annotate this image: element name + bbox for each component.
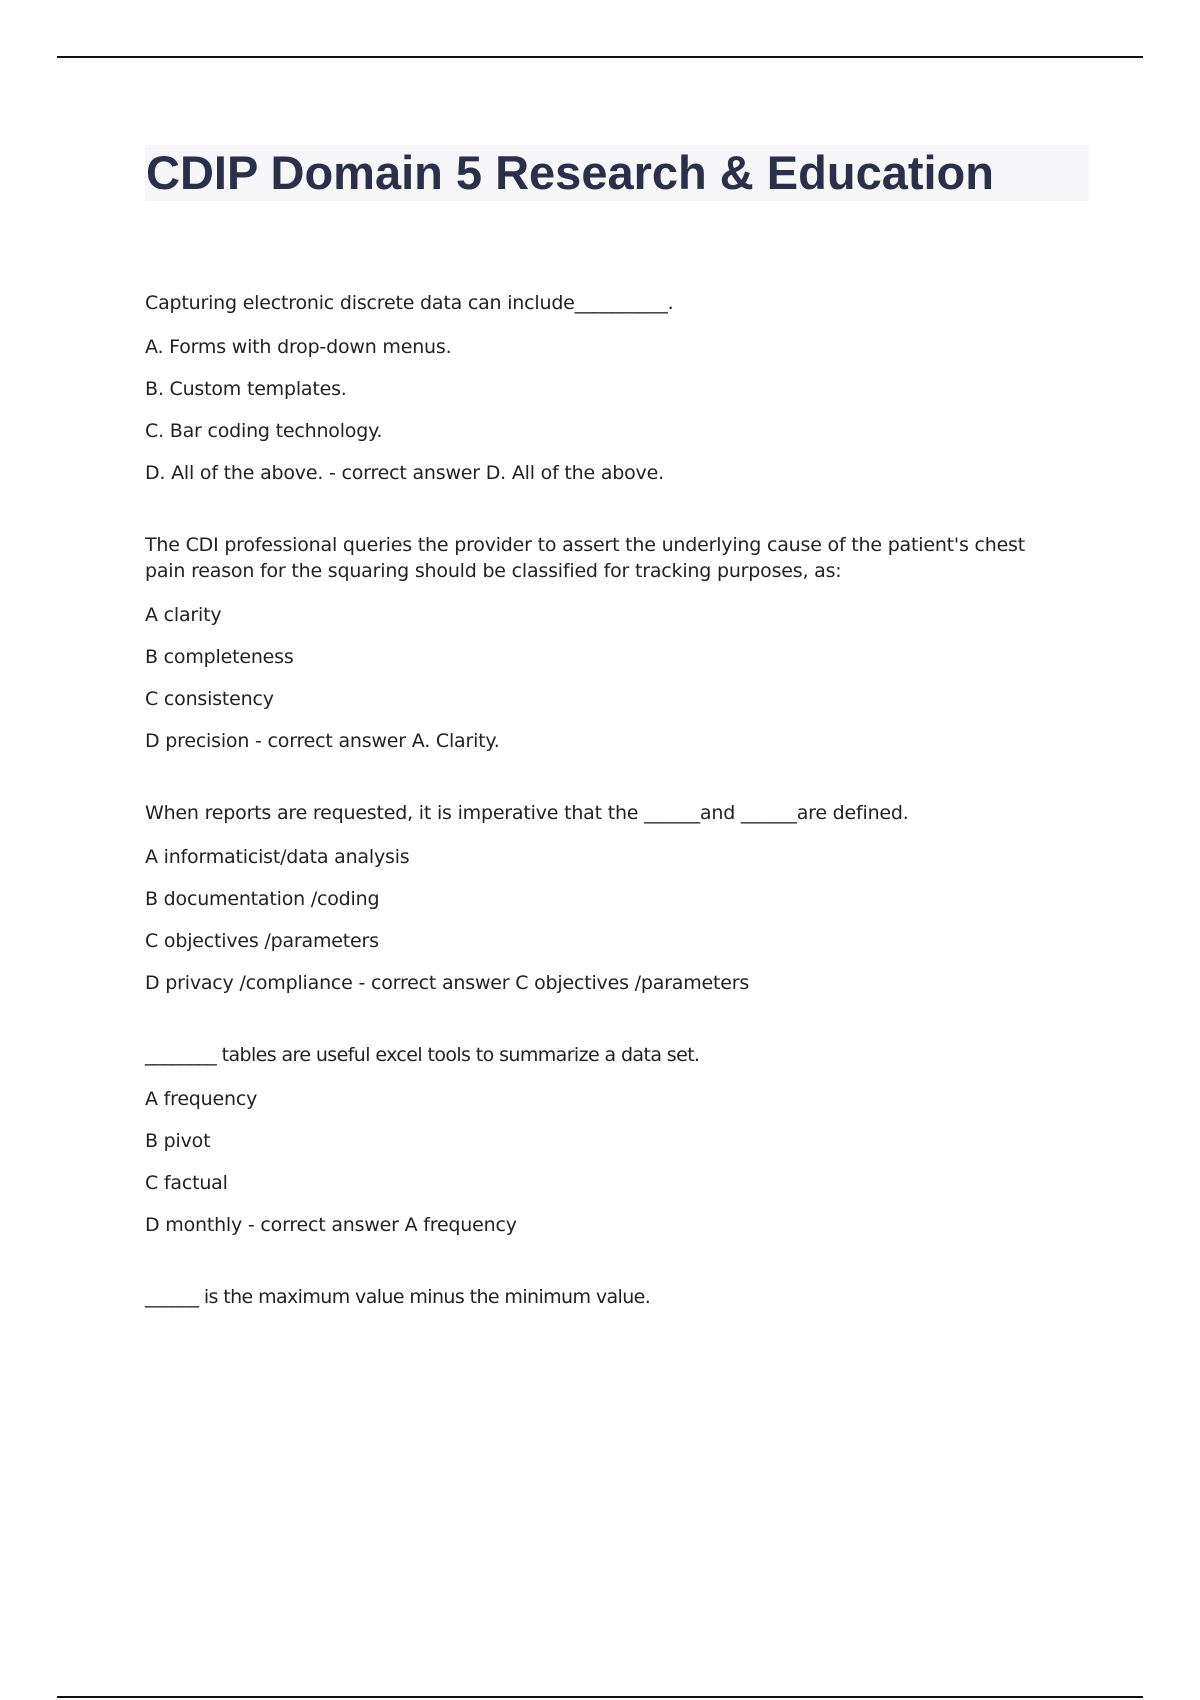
question-prompt: When reports are requested, it is imperative that the ______and ______are defined. bbox=[145, 802, 909, 824]
answer-option: A informaticist/data analysis bbox=[145, 846, 410, 868]
question-block bbox=[145, 1284, 1065, 1310]
top-rule bbox=[57, 56, 1143, 58]
answer-option: A frequency bbox=[145, 1088, 258, 1110]
answer-option: A. Forms with drop-down menus. bbox=[145, 336, 452, 358]
document-title: CDIP Domain 5 Research & Education bbox=[146, 146, 994, 199]
question-block bbox=[145, 1042, 1065, 1238]
answer-option: A clarity bbox=[145, 604, 222, 626]
question-prompt: ______ is the maximum value minus the minimum value. bbox=[145, 1286, 651, 1308]
answer-option: D. All of the above. - correct answer D. All of the above. bbox=[145, 462, 664, 484]
bottom-rule bbox=[57, 1696, 1143, 1698]
question-block bbox=[145, 532, 1065, 754]
answer-option: C factual bbox=[145, 1172, 228, 1194]
answer-option: D privacy /compliance - correct answer C objectives /parameters bbox=[145, 972, 750, 994]
answer-option: B documentation /coding bbox=[145, 888, 380, 910]
answer-option: D monthly - correct answer A frequency bbox=[145, 1214, 517, 1236]
answer-option: D precision - correct answer A. Clarity. bbox=[145, 730, 500, 752]
answer-option: C objectives /parameters bbox=[145, 930, 379, 952]
question-prompt: Capturing electronic discrete data can include__________. bbox=[145, 292, 674, 314]
answer-option: B completeness bbox=[145, 646, 294, 668]
question-block bbox=[145, 290, 1065, 486]
answer-option: C. Bar coding technology. bbox=[145, 420, 383, 442]
question-list bbox=[145, 290, 1065, 1356]
answer-option: B. Custom templates. bbox=[145, 378, 347, 400]
answer-option: C consistency bbox=[145, 688, 274, 710]
question-prompt: The CDI professional queries the provider to assert the underlying cause of the patient's chest pain reason for the squaring should be classified for tracking purposes, as: bbox=[145, 534, 1026, 582]
question-block bbox=[145, 800, 1065, 996]
question-prompt: ________ tables are useful excel tools to summarize a data set. bbox=[145, 1044, 700, 1066]
answer-option: B pivot bbox=[145, 1130, 211, 1152]
